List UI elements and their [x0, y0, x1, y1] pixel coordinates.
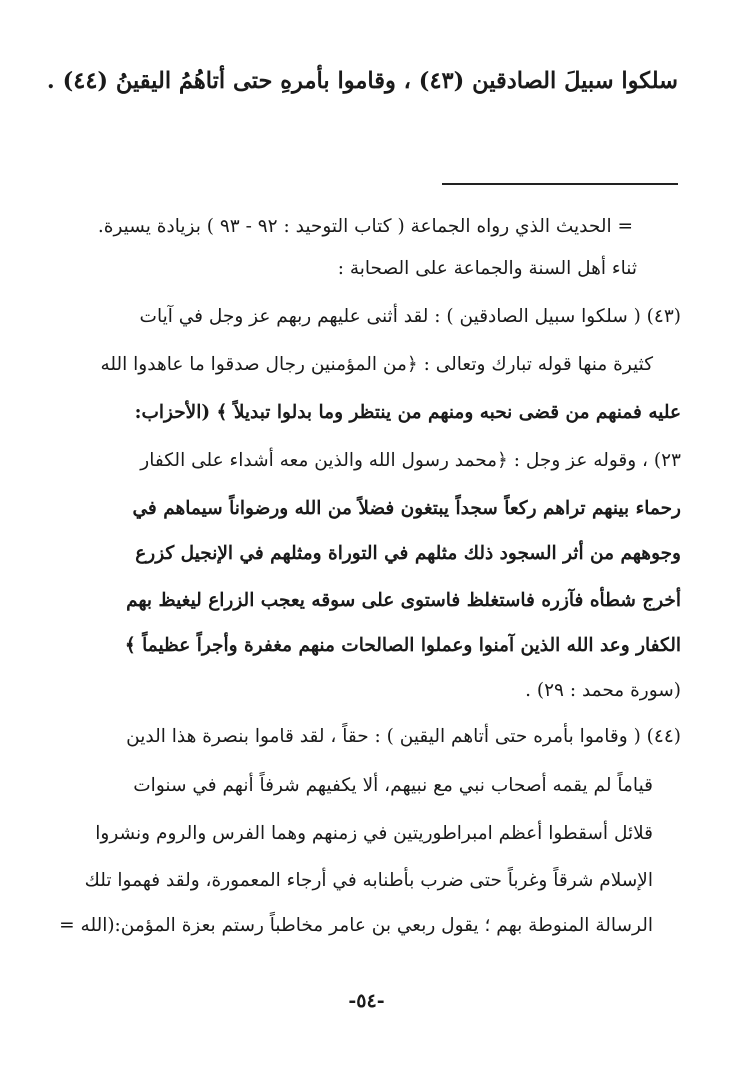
footnote-43-line: ٢٣) ، وقوله عز وجل : ﴿محمد رسول الله والذين معه أشداء على الكفار: [140, 450, 681, 471]
footnote-44-line: قلائل أسقطوا أعظم امبراطوريتين في زمنهم وهما الفرس والروم ونشروا: [95, 823, 653, 844]
footnote-44-line: الرسالة المنوطة بهم ؛ يقول ربعي بن عامر مخاطباً رستم بعزة المؤمن:(الله =: [59, 915, 653, 936]
footnote-43-line: (٤٣) ( سلكوا سبيل الصادقين ) : لقد أثنى عليهم ربهم عز وجل في آيات: [139, 306, 681, 327]
main-text-line: سلكوا سبيلَ الصادقين (٤٣) ، وقاموا بأمرهِ حتى أتاهُمُ اليقينُ (٤٤) .: [46, 68, 678, 94]
footnote-44-line: قياماً لم يقمه أصحاب نبي مع نبيهم، ألا يكفيهم شرفاً أنهم في سنوات: [133, 775, 653, 796]
footnote-43-line: عليه فمنهم من قضى نحبه ومنهم من ينتظر وما بدلوا تبديلاً ﴾ (الأحزاب:: [134, 402, 681, 423]
page-number: -٥٤-: [348, 990, 385, 1012]
footnote-43-line: الكفار وعد الله الذين آمنوا وعملوا الصالحات منهم مغفرة وأجراً عظيماً ﴾: [124, 635, 681, 656]
footnote-43-line: (سورة محمد : ٢٩) .: [525, 680, 681, 701]
footnote-heading: ثناء أهل السنة والجماعة على الصحابة :: [337, 258, 637, 279]
footnote-43-line: أخرج شطأه فآزره فاستغلظ فاستوى على سوقه يعجب الزراع ليغيظ بهم: [126, 590, 681, 611]
footnote-44-line: (٤٤) ( وقاموا بأمره حتى أتاهم اليقين ) : حقاً ، لقد قاموا بنصرة هذا الدين: [126, 726, 681, 747]
footnote-44-line: الإسلام شرقاً وغرباً حتى ضرب بأطنابه في أرجاء المعمورة، ولقد فهموا تلك: [84, 870, 653, 891]
footnote-separator: [442, 183, 678, 185]
footnote-43-line: رحماء بينهم تراهم ركعاً سجداً يبتغون فضلاً من الله ورضواناً سيماهم في: [132, 498, 681, 519]
footnote-continuation: = الحديث الذي رواه الجماعة ( كتاب التوحيد : ٩٢ - ٩٣ ) بزيادة يسيرة.: [97, 216, 633, 237]
footnote-43-line: وجوههم من أثر السجود ذلك مثلهم في التوراة ومثلهم في الإنجيل كزرع: [135, 543, 681, 564]
footnote-43-line: كثيرة منها قوله تبارك وتعالى : ﴿من المؤمنين رجال صدقوا ما عاهدوا الله: [100, 354, 653, 375]
